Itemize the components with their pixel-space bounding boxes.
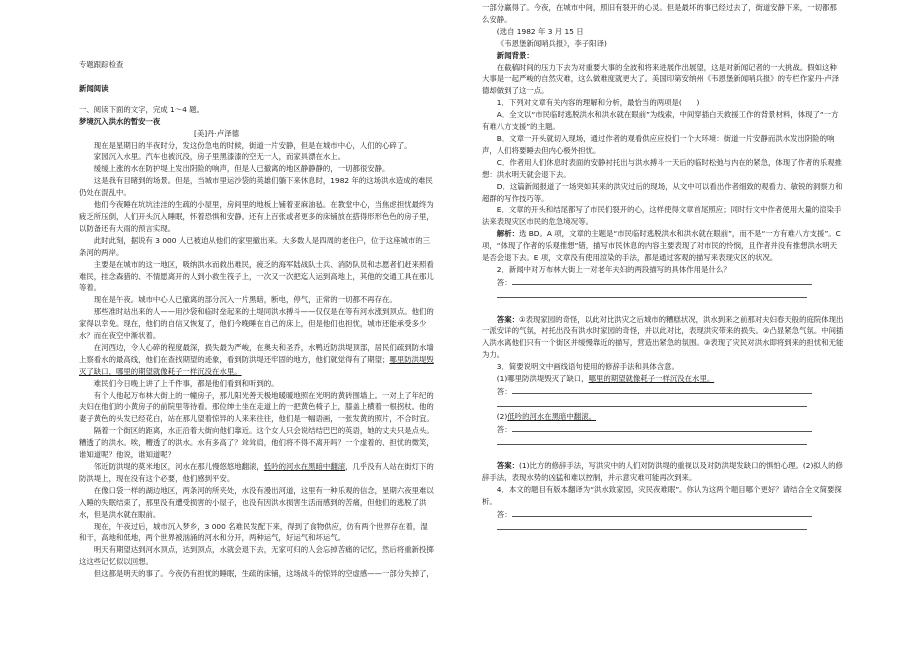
answer-prompt-label: 答： [496, 424, 512, 434]
answer-line [512, 508, 812, 517]
answer-prompt [482, 385, 844, 398]
answer-line [512, 423, 812, 432]
article-paragraph: 有个人他起万布林大街上的一幢房子，那儿阳光善天极地暖暖地照在光明的黄砖围墙上。一对上了年纪的夫妇在他们的小黄房子的前院里等待看。那位绅士坐在走道上的一把黄色椅子上，膝盖上横着一根拐杖。他的妻子黄色的头发已经花白，站在那儿望着惊异的人来来往往，他们是一幅语画，一张发黄的照片，不合时宜。 [79, 390, 434, 424]
article-continuation: 一部分赢得了。今夜，在城市中间，照旧有裂开的心灵。但是最坏的事已经过去了，街道安静下来，一切都那么安静。 [482, 3, 837, 24]
q1-option: A．全文以“市民临时逃脱洪水和洪水就在眼前”为线索，中间穿插白天救援工作的背景材料，体现了“一方有难八方支援”的主题。 [482, 110, 839, 132]
answer-prompt [482, 423, 844, 436]
article-paragraph: 现在是午夜。城市中心人已撤离的部分沉入一片黑暗，断电，停气，正常的一切都不再存在。 [93, 295, 397, 305]
answer-line [497, 289, 807, 298]
left-column [79, 0, 434, 580]
answer-label: 答案： [496, 314, 519, 324]
article-paragraph: 主要是在城市的这一地区，吸纳洪水而救出难民，疲乏的海军陆战队士兵、消防队员和志愿者们赶来照看难民，挂念森猎的、不情愿离开的人到小救生筏子上，一次又一次把迄人运到高地上，其他的交通工具在那儿等着。 [79, 259, 434, 293]
underlined-sentence-2: 低吟的河水在黑暗中翻滚 [263, 462, 346, 471]
underlined-sentence-1: 哪里防洪堤毁灭了缺口，哪里的期望就像耗子一样沉没在水里。 [79, 354, 434, 376]
answer-text: 选 BD。A 项，文章的主题是“市民临时逃脱洪水和洪水就在眼前”，而不是“一方有难八方支援”。C 项，“体现了作者的乐观推想”错，描写市民休息的内容主要表现了对市民的怜悯，且作者并没有推想洪水明天是否会退下去。E 项，文章没有使用渲染的手法，都是通过客观的描写来表现灾区的状况。 [482, 229, 841, 263]
answer-prompt-label: 答： [496, 510, 512, 520]
q1-answer [482, 228, 844, 264]
article-paragraph: 在像口袋一样的湖边地区，两条河的所夹处，水没有漫出河道，这里有一种乐观的信念，星期六夜里难以入睡的失眠结束了，那里没有遭受损害的小屋子，也没有因洪水损害生活而感到的苦痛，但他们的逃脱了洪水，但是洪水就在眼前。 [79, 485, 434, 519]
answer-prompt-label: 答： [496, 277, 512, 287]
page-header: 专题跟踪检查 [79, 60, 124, 69]
paragraph-text: ，几乎没有人站在街灯下的防洪堤上，现在没有这个必要，他们感到平安。 [79, 462, 434, 483]
q3-sub-2-quote: 低吟的河水在黑暗中翻滚。 [507, 411, 596, 421]
q3-sub-1-text: (1)哪里防洪堤毁灭了缺口， [496, 374, 589, 384]
q3-sub-1 [482, 373, 844, 385]
right-column [482, 0, 844, 534]
section-title: 新闻阅读 [79, 83, 109, 93]
article-paragraph: 难民们今日晚上讲了上千件事，都是他们看到和听到的。 [93, 378, 279, 388]
answer-line [512, 385, 812, 394]
answer-line [512, 276, 812, 285]
q3-answer [482, 460, 844, 484]
author: [美]丹·卢泽德 [194, 128, 240, 138]
answer-prompt [482, 276, 844, 289]
question-4: 4．本文的题目有版本翻译为“洪水致家园，灾民夜难眠”。你认为这两个题目哪个更好？请结合全文简要探析。 [482, 485, 842, 507]
question-1: 1．下列对文章有关内容的理解和分析，最恰当的两项是( ) [496, 98, 700, 108]
answer-line-row [482, 398, 844, 411]
answer-prompt [482, 508, 844, 521]
answer-line [497, 398, 807, 407]
paragraph-text: 邻近防洪堤的莫米地区，河水在那儿慢悠悠地翻滚， [93, 462, 264, 471]
article-paragraph: 此时此刻，据说有 3 000 人已被迫从他们的家里撤出来。大多数人是四周的老住户，位于这座城市的三条河的两岸。 [79, 235, 431, 257]
q1-option: D．这篇新闻报道了一场突如其来的洪灾过后的现场，从文中可以看出作者细致的观看力、敏锐的洞察力和超群的写作技巧等。 [482, 181, 843, 203]
article-paragraph: 现在，午夜过后，城市沉入梦乡，3 000 名难民发配下来，得到了食物供应，仿有两个世界存在着，湿和干，高地和低地，两个世界被汹涌的河水和分开，两种运气，好运气和坏运气。 [79, 521, 428, 543]
article-paragraph: 他们今夜睡在坑坑洼洼的生疏的小屋里，房间里的地板上铺着亚麻油毡。在教堂中心，当焦虑担忧最终为疲乏所压倒，人们开头沉入睡眠，怀着恐惧和安静。还有上百张或者更多的床铺放在搭得形形色色的房子里，以防备还有大雨的预言实现。 [79, 200, 434, 233]
answer-line-row [482, 289, 844, 302]
q3-sub-2-text: (2) [496, 411, 508, 421]
article-paragraph: 家园沉入水里。汽车也被沉没，房子里黑漆漆的空无一人，而家具漂在水上。 [93, 152, 346, 162]
article-paragraph: 但这都是明天的事了。今夜仍有担忧的睡眠，生疏的床铺，这场战斗的惊异的空虚感——一部分失掉了， [93, 569, 434, 579]
article-paragraph: 那些准时站出来的人——用沙袋和临时垒起来的土堤同洪水搏斗——仅仅是在等有河水涨到顶点。他们的家得以幸免。现在，他们的自信又恢复了，他们今晚睡在自己的床上，但是他们也担忧，城市还能承受多少水？而在夜空中渐状着。 [79, 307, 434, 341]
answer-line-row [482, 436, 844, 449]
q3-sub-2 [482, 411, 844, 423]
article-paragraph: 明天有期望达到河水顶点，达到顶点，水就会退下去，无家可归的人会忘掉苦痛的记忆，然后将重新投掷这这些记忆似以回想。 [79, 545, 434, 567]
paragraph-text: 在河西边，令人心碎的程度最深，损失最为严峻，在奥夫和圣乔，水鸭近防洪堤顶部，居民们疏到防水墙上察看水的最高线，他们在查找期望的迹象，看到防洪堤还牢固的地方，他们就觉得有了期望； [79, 342, 434, 364]
question-2: 2．新闻中对万布林大街上一对老年夫妇的两段描写的具体作用是什么？ [496, 264, 731, 274]
answer-text: (1)比方的修辞手法，写洪灾中的人们对防洪堤的重视以及对防洪堤发缺口的惧怕心理。(2)拟人的修辞手法，表现水势的凶猛和难以控制，并示意灾难可能再次到来。 [482, 461, 843, 483]
answer-line [497, 436, 807, 445]
background-text: 在截稿时间的压力下去为对重要大事的全波和将来进展作出展望，这是对新闻记者的一大挑战。假如这种大事是一起严峻的自然灾难，这么做难度就更大了。美国印第安纳州《韦恩堡新闻哨兵报》的专栏作家丹·卢泽德却做到了这一点。 [482, 62, 840, 96]
answer-label: 解析： [496, 229, 519, 239]
article-paragraph: 缓缓上涨的水在防护堤上发出阴险的响声，但是人已撤离的地区静静静的，一切都很安静。 [93, 164, 390, 174]
source-line-2: 《韦恩堡新闻哨兵报》，李子阳译) [496, 38, 607, 48]
article-paragraph [79, 461, 434, 485]
article-paragraph: 隔着一个街区的距离，水正沿着大街向他们靠近。这个女人只会说结结巴巴的英语，她的丈夫只是点头。糟透了的洪水。唉，糟透了的洪水。水有多高了？耸耸肩，他们将不得不离开吗？一个虚着的、担忧的微笑，谁知道呢？他说，谁知道呢？ [79, 426, 434, 460]
answer-label: 答案： [496, 461, 519, 471]
answer-text: ①表现家园的奇怪，以此对比洪灾之后城市的糟糕状况，洪水到来之前那对夫妇春天般的庭院体现出一派安详的气氛，衬托出没有洪水时家园的奇怪，并以此对比，表现洪灾带来的损失。②凸显紧急气氛。中间插入洪水离他们只有一个街区并缓慢靠近的描写，营造出紧急的氛围。③表现了灾民对洪水即将到来的担忧和无能为力。 [482, 314, 844, 360]
background-label: 新闻背景： [496, 50, 534, 60]
q3-sub-1-quote: 哪里的期望就像耗子一样沉没在水里。 [588, 374, 715, 384]
q2-answer [482, 314, 844, 362]
article-paragraph: 现在是星期日的半夜时分，发这份急电的时候，街道一片安静，但是在城市中心，人们的心碎了。 [93, 140, 412, 150]
source-line: (选自 1982 年 3 月 15 日 [496, 26, 584, 36]
answer-line [497, 521, 807, 530]
q1-option: B．文章一开头就切入现场，通过作者的观看供应应投们一个大环境：街道一片安静而洪水发出阴险的响声，人们将要睡去但内心极外担忧。 [482, 133, 835, 155]
question-3: 3．简要说明文中画线语句使用的修辞手法和具体含意。 [496, 362, 679, 372]
article-title: 梦境沉入洪水的暂安一夜 [79, 116, 161, 126]
answer-prompt-label: 答： [496, 386, 512, 396]
q1-option: C．作者用人们休息时表面的安静衬托出与洪水搏斗一天后的临时松弛与内在的紧急，体现了作者的乐观推想：洪水明天就会退下去。 [482, 157, 842, 179]
instruction: 一、阅读下面的文字，完成 1～4 题。 [79, 104, 204, 114]
q1-option: E．文章的开头和结尾都写了市民们裂开的心，这样使得文章首尾照应；同时行文中作者使用大量的渲染手法来表现灾区市民的危急境况等。 [482, 205, 842, 227]
article-paragraph [79, 342, 434, 378]
article-paragraph: 这是我有目睹到的场景。但是，当城市里运沙袋的英雄们躺下来休息时，1982 年的这场洪水造成的难民仍处在混乱中。 [79, 176, 433, 198]
answer-line-row [482, 521, 844, 534]
